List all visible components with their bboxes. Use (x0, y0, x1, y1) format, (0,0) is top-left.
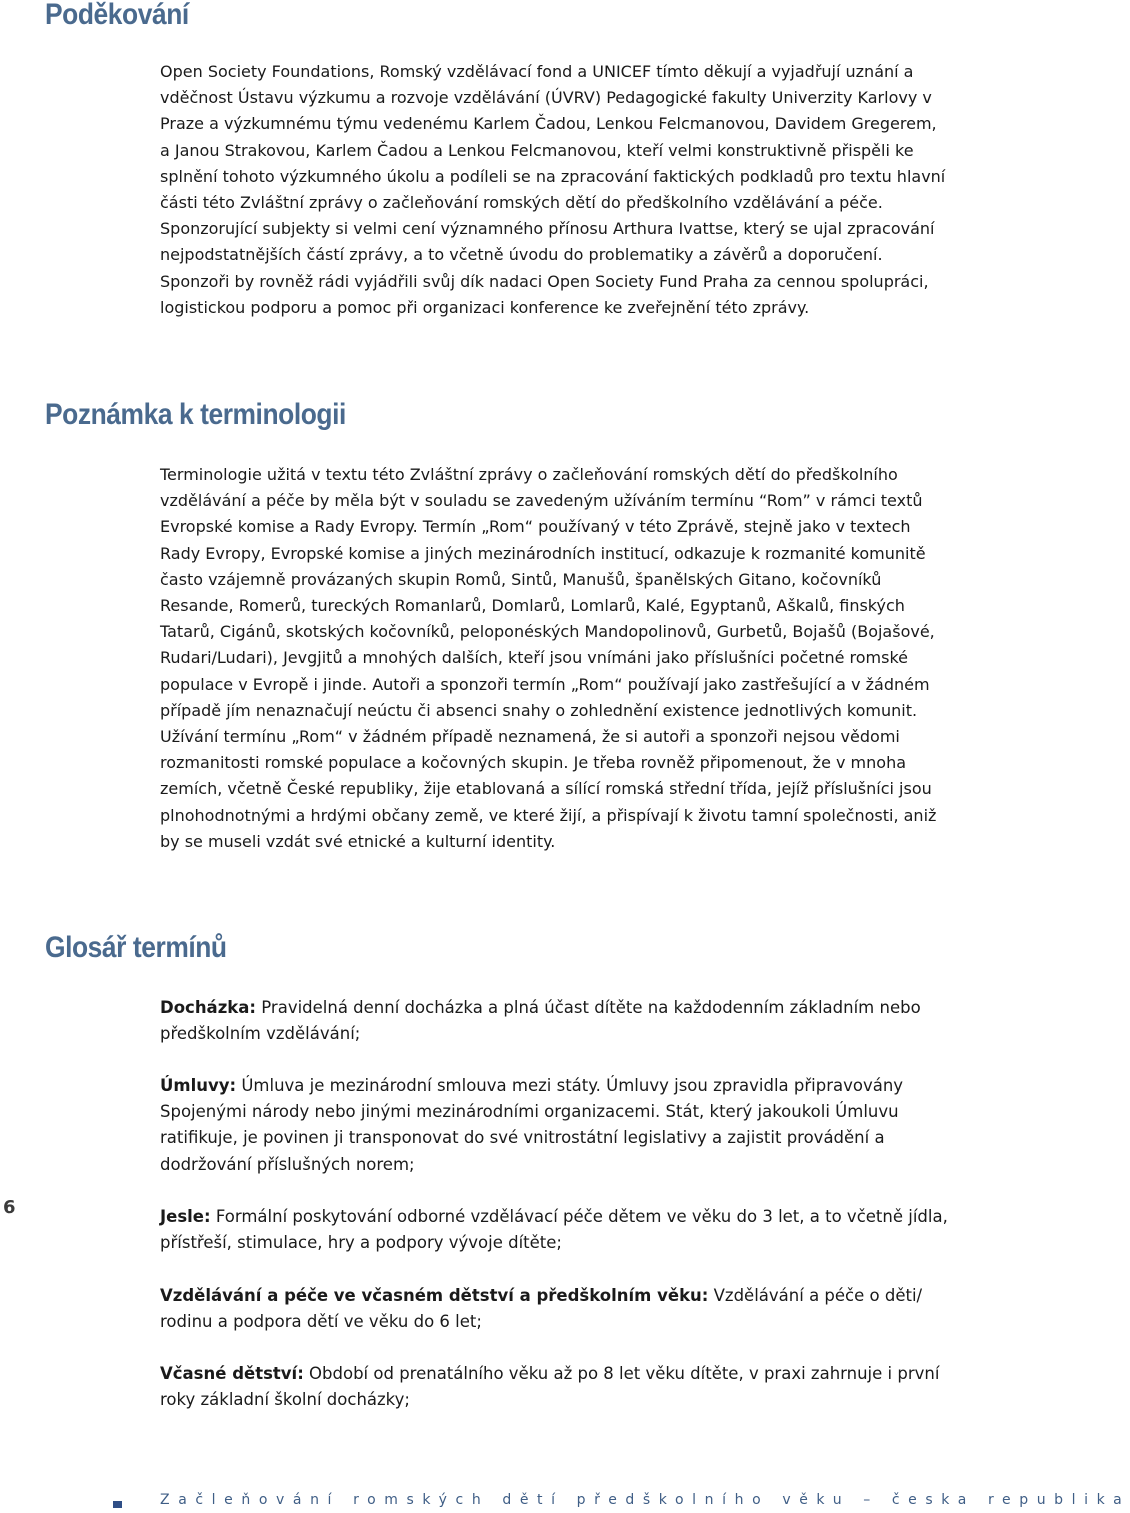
heading-terminology: Poznámka k terminologii (45, 398, 346, 431)
glossary-definition: Vzdělávání a péče o děti/ rodinu a podpora dětí ve věku do 6 let; (160, 1286, 923, 1332)
glossary-entry (160, 1204, 950, 1256)
glossary-definition: Období od prenatálního věku až po 8 let věku dítěte, v praxi zahrnuje i první roky základní školní docházky; (160, 1364, 940, 1410)
glossary-term: Včasné dětství: (160, 1364, 304, 1383)
glossary-definition: Úmluva je mezinárodní smlouva mezi státy. Úmluvy jsou zpravidla připravovány Spojenými národy nebo jinými mezinárodními organizacemi. Stát, který jakoukoli Úmluvu ratifikuje, je povinen ji transponovat do své vnitrostátní legislativy a zajistit provádění a dodržování příslušných norem; (160, 1076, 904, 1174)
glossary-entry (160, 1283, 950, 1335)
heading-acknowledgements: Poděkování (45, 0, 189, 31)
footer-running-title: Začleňování romských dětí předškolního věku – česka republika (160, 1492, 1130, 1508)
glossary-entry (160, 1361, 950, 1413)
glossary-term: Vzdělávání a péče ve včasném dětství a předškolním věku: (160, 1286, 709, 1305)
glossary-term: Úmluvy: (160, 1076, 237, 1095)
glossary-entry (160, 1073, 950, 1178)
glossary-definition: Pravidelná denní docházka a plná účast dítěte na každodenním základním nebo předškolním vzdělávání; (160, 998, 921, 1044)
glossary-term: Jesle: (160, 1207, 211, 1226)
heading-glossary: Glosář termínů (45, 931, 227, 964)
terminology-paragraph (160, 462, 950, 855)
acknowledgements-paragraph (160, 59, 950, 321)
footer-square-icon (113, 1501, 122, 1508)
glossary-definition: Formální poskytování odborné vzdělávací péče dětem ve věku do 3 let, a to včetně jídla, přístřeší, stimulace, hry a podpory vývoje dítěte; (160, 1207, 948, 1253)
acknowledgements-text: Open Society Foundations, Romský vzdělávací fond a UNICEF tímto děkují a vyjadřují uznání a vděčnost Ústavu výzkumu a rozvoje vzdělávání (ÚVRV) Pedagogické fakulty Univerzity Karlovy v Praze a výzkumnému týmu vedenému Karlem Čadou, Lenkou Felcmanovou, Davidem Gregerem, a Janou Strakovou, Karlem Čadou a Lenkou Felcmanovou, kteří velmi konstruktivně přispěli ke splnění tohoto výzkumného úkolu a podíleli se na zpracování faktických podkladů pro textu hlavní části této Zvláštní zprávy o začleňování romských dětí do předškolního vzdělávání a péče. Sponzorující subjekty si velmi cení významného přínosu Arthura Ivattse, který se ujal zpracování nejpodstatnějších částí zprávy, a to včetně úvodu do problematiky a závěrů a doporučení. Sponzoři by rovněž rádi vyjádřili svůj dík nadaci Open Society Fund Praha za cennou spolupráci, logistickou podporu a pomoc při organizaci konference ke zveřejnění této zprávy. (160, 62, 946, 317)
page-number: 6 (3, 1197, 16, 1218)
glossary-entry (160, 995, 950, 1047)
terminology-text: Terminologie užitá v textu této Zvláštní zprávy o začleňování romských dětí do předškolního vzdělávání a péče by měla být v souladu se zavedeným užíváním termínu “Rom” v rámci textů Evropské komise a Rady Evropy. Termín „Rom“ používaný v této Zprávě, stejně jako v textech Rady Evropy, Evropské komise a jiných mezinárodních institucí, odkazuje k rozmanité komunitě často vzájemně provázaných skupin Romů, Sintů, Manušů, španělských Gitano, kočovníků Resande, Romerů, tureckých Romanlarů, Domlarů, Lomlarů, Kalé, Egyptanů, Aškalů, finských Tatarů, Cigánů, skotských kočovníků, peloponéských Mandopolinovů, Gurbetů, Bojašů (Bojašové, Rudari/Ludari), Jevgjitů a mnohých dalších, kteří jsou vnímáni jako příslušníci početné romské populace v Evropě i jinde. Autoři a sponzoři termín „Rom“ používají jako zastřešující a v žádném případě jím nenaznačují neúctu či absenci snahy o zohlednění existence jednotlivých komunit. Užívání termínu „Rom“ v žádném případě neznamená, že si autoři a sponzoři nejsou vědomi rozmanitosti romské populace a kočovných skupin. Je třeba rovněž připomenout, že v mnoha zemích, včetně České republiky, žije etablovaná a sílící romská střední třída, jejíž příslušníci jsou plnohodnotnými a hrdými občany země, ve které žijí, a přispívají k životu tamní společnosti, aniž by se museli vzdát své etnické a kulturní identity. (160, 465, 937, 851)
glossary-term: Docházka: (160, 998, 257, 1017)
